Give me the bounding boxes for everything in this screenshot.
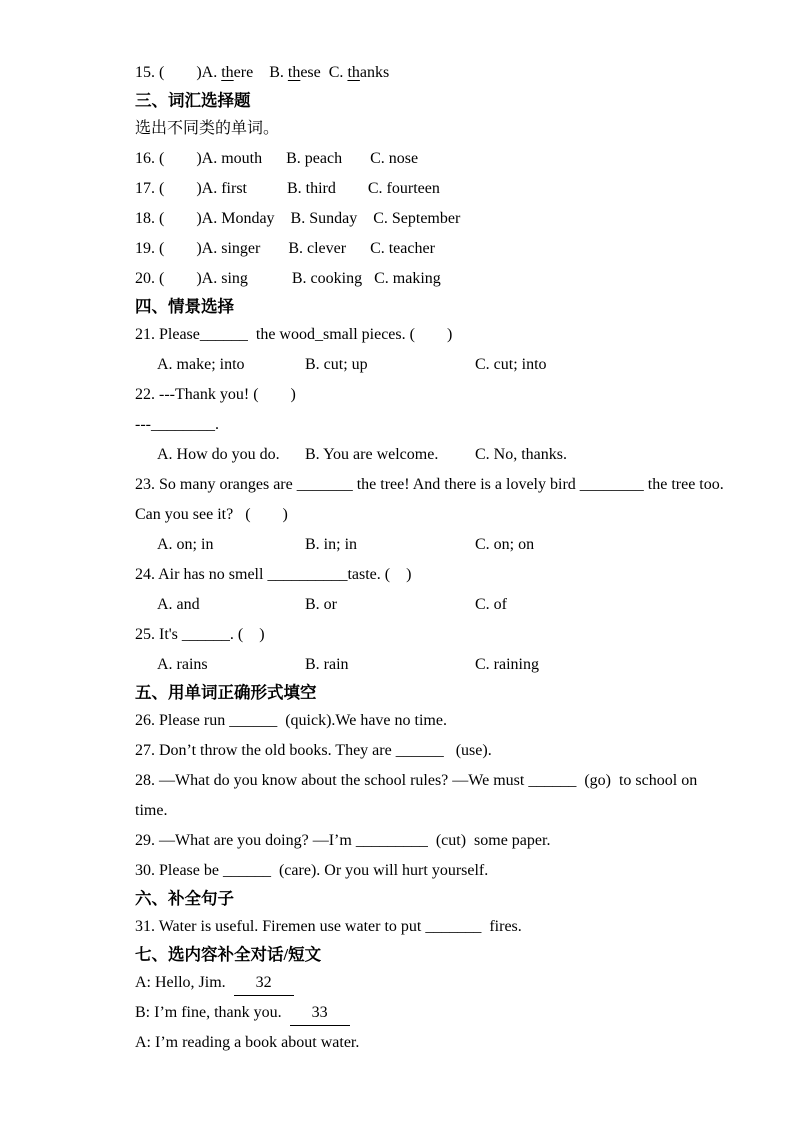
question-30: 30. Please be ______ (care). Or you will hurt yourself. — [135, 862, 489, 879]
question-27: 27. Don’t throw the old books. They are ______ (use). — [135, 742, 492, 759]
option-b: B. You are welcome. — [305, 446, 439, 463]
question-31: 31. Water is useful. Firemen use water to put _______ fires. — [135, 918, 522, 935]
section-3-instruction: 选出不同类的单词。 — [135, 120, 280, 137]
dialogue-text: A: I’m reading a book about water. — [135, 1034, 360, 1051]
option-b: B. or — [305, 596, 337, 613]
dialogue-line-b1 — [135, 998, 755, 1028]
dialogue-text: B: I’m fine, thank you. — [135, 1004, 290, 1021]
option-c: C. cut; into — [475, 356, 547, 373]
section-7-heading: 七、选内容补全对话/短文 — [135, 945, 322, 964]
section-3-heading: 三、词汇选择题 — [135, 91, 251, 110]
question-29: 29. —What are you doing? —I’m _________ (cut) some paper. — [135, 832, 551, 849]
question-18: 18. ( )A. Monday B. Sunday C. September — [135, 210, 461, 227]
option-a: A. rains — [157, 656, 208, 673]
question-24-options — [135, 590, 755, 620]
question-15-text: ere B. — [233, 64, 288, 81]
question-22-options — [135, 440, 755, 470]
question-26: 26. Please run ______ (quick).We have no time. — [135, 712, 447, 729]
exam-page — [135, 58, 755, 1058]
option-c: C. No, thanks. — [475, 446, 567, 463]
underlined-letters: th — [287, 64, 301, 81]
section-5-heading: 五、用单词正确形式填空 — [135, 683, 317, 702]
dialogue-line-a1 — [135, 968, 755, 998]
option-a: A. and — [157, 596, 200, 613]
question-23-options — [135, 530, 755, 560]
question-15 — [135, 58, 755, 88]
option-b: B. in; in — [305, 536, 358, 553]
option-c: C. raining — [475, 656, 539, 673]
question-25-options — [135, 650, 755, 680]
section-4-heading: 四、情景选择 — [135, 297, 234, 316]
question-25: 25. It's ______. ( ) — [135, 626, 265, 643]
question-22-answer-blank: ---________. — [135, 416, 219, 433]
question-24: 24. Air has no smell __________taste. ( ) — [135, 566, 412, 583]
underlined-letters: th — [347, 64, 360, 81]
option-a: A. on; in — [157, 536, 214, 553]
question-15-text: ese C. — [300, 64, 348, 81]
question-28-continued: time. — [135, 802, 168, 819]
question-21-options — [135, 350, 755, 380]
question-17: 17. ( )A. first B. third C. fourteen — [135, 180, 440, 197]
question-19: 19. ( )A. singer B. clever C. teacher — [135, 240, 435, 257]
question-15-text: 15. ( )A. — [135, 64, 222, 81]
option-a: A. How do you do. — [157, 446, 280, 463]
question-23: 23. So many oranges are _______ the tree! And there is a lovely bird ________ the tree too. — [135, 476, 724, 493]
option-b: B. cut; up — [305, 356, 368, 373]
dialogue-text: A: Hello, Jim. — [135, 974, 234, 991]
question-22: 22. ---Thank you! ( ) — [135, 386, 296, 403]
option-a: A. make; into — [157, 356, 245, 373]
question-21: 21. Please______ the wood_small pieces. ( ) — [135, 326, 453, 343]
question-20: 20. ( )A. sing B. cooking C. making — [135, 270, 441, 287]
underlined-letters: th — [221, 64, 234, 81]
numbered-blank-32: 32 — [234, 971, 294, 996]
question-15-text: anks — [359, 64, 390, 81]
option-c: C. of — [475, 596, 507, 613]
numbered-blank-33: 33 — [290, 1001, 350, 1026]
option-c: C. on; on — [475, 536, 535, 553]
dialogue-line-a2 — [135, 1028, 755, 1058]
option-b: B. rain — [305, 656, 349, 673]
question-23-continued: Can you see it? ( ) — [135, 506, 288, 523]
section-6-heading: 六、补全句子 — [135, 889, 234, 908]
question-28: 28. —What do you know about the school rules? —We must ______ (go) to school on — [135, 772, 698, 789]
question-16: 16. ( )A. mouth B. peach C. nose — [135, 150, 419, 167]
